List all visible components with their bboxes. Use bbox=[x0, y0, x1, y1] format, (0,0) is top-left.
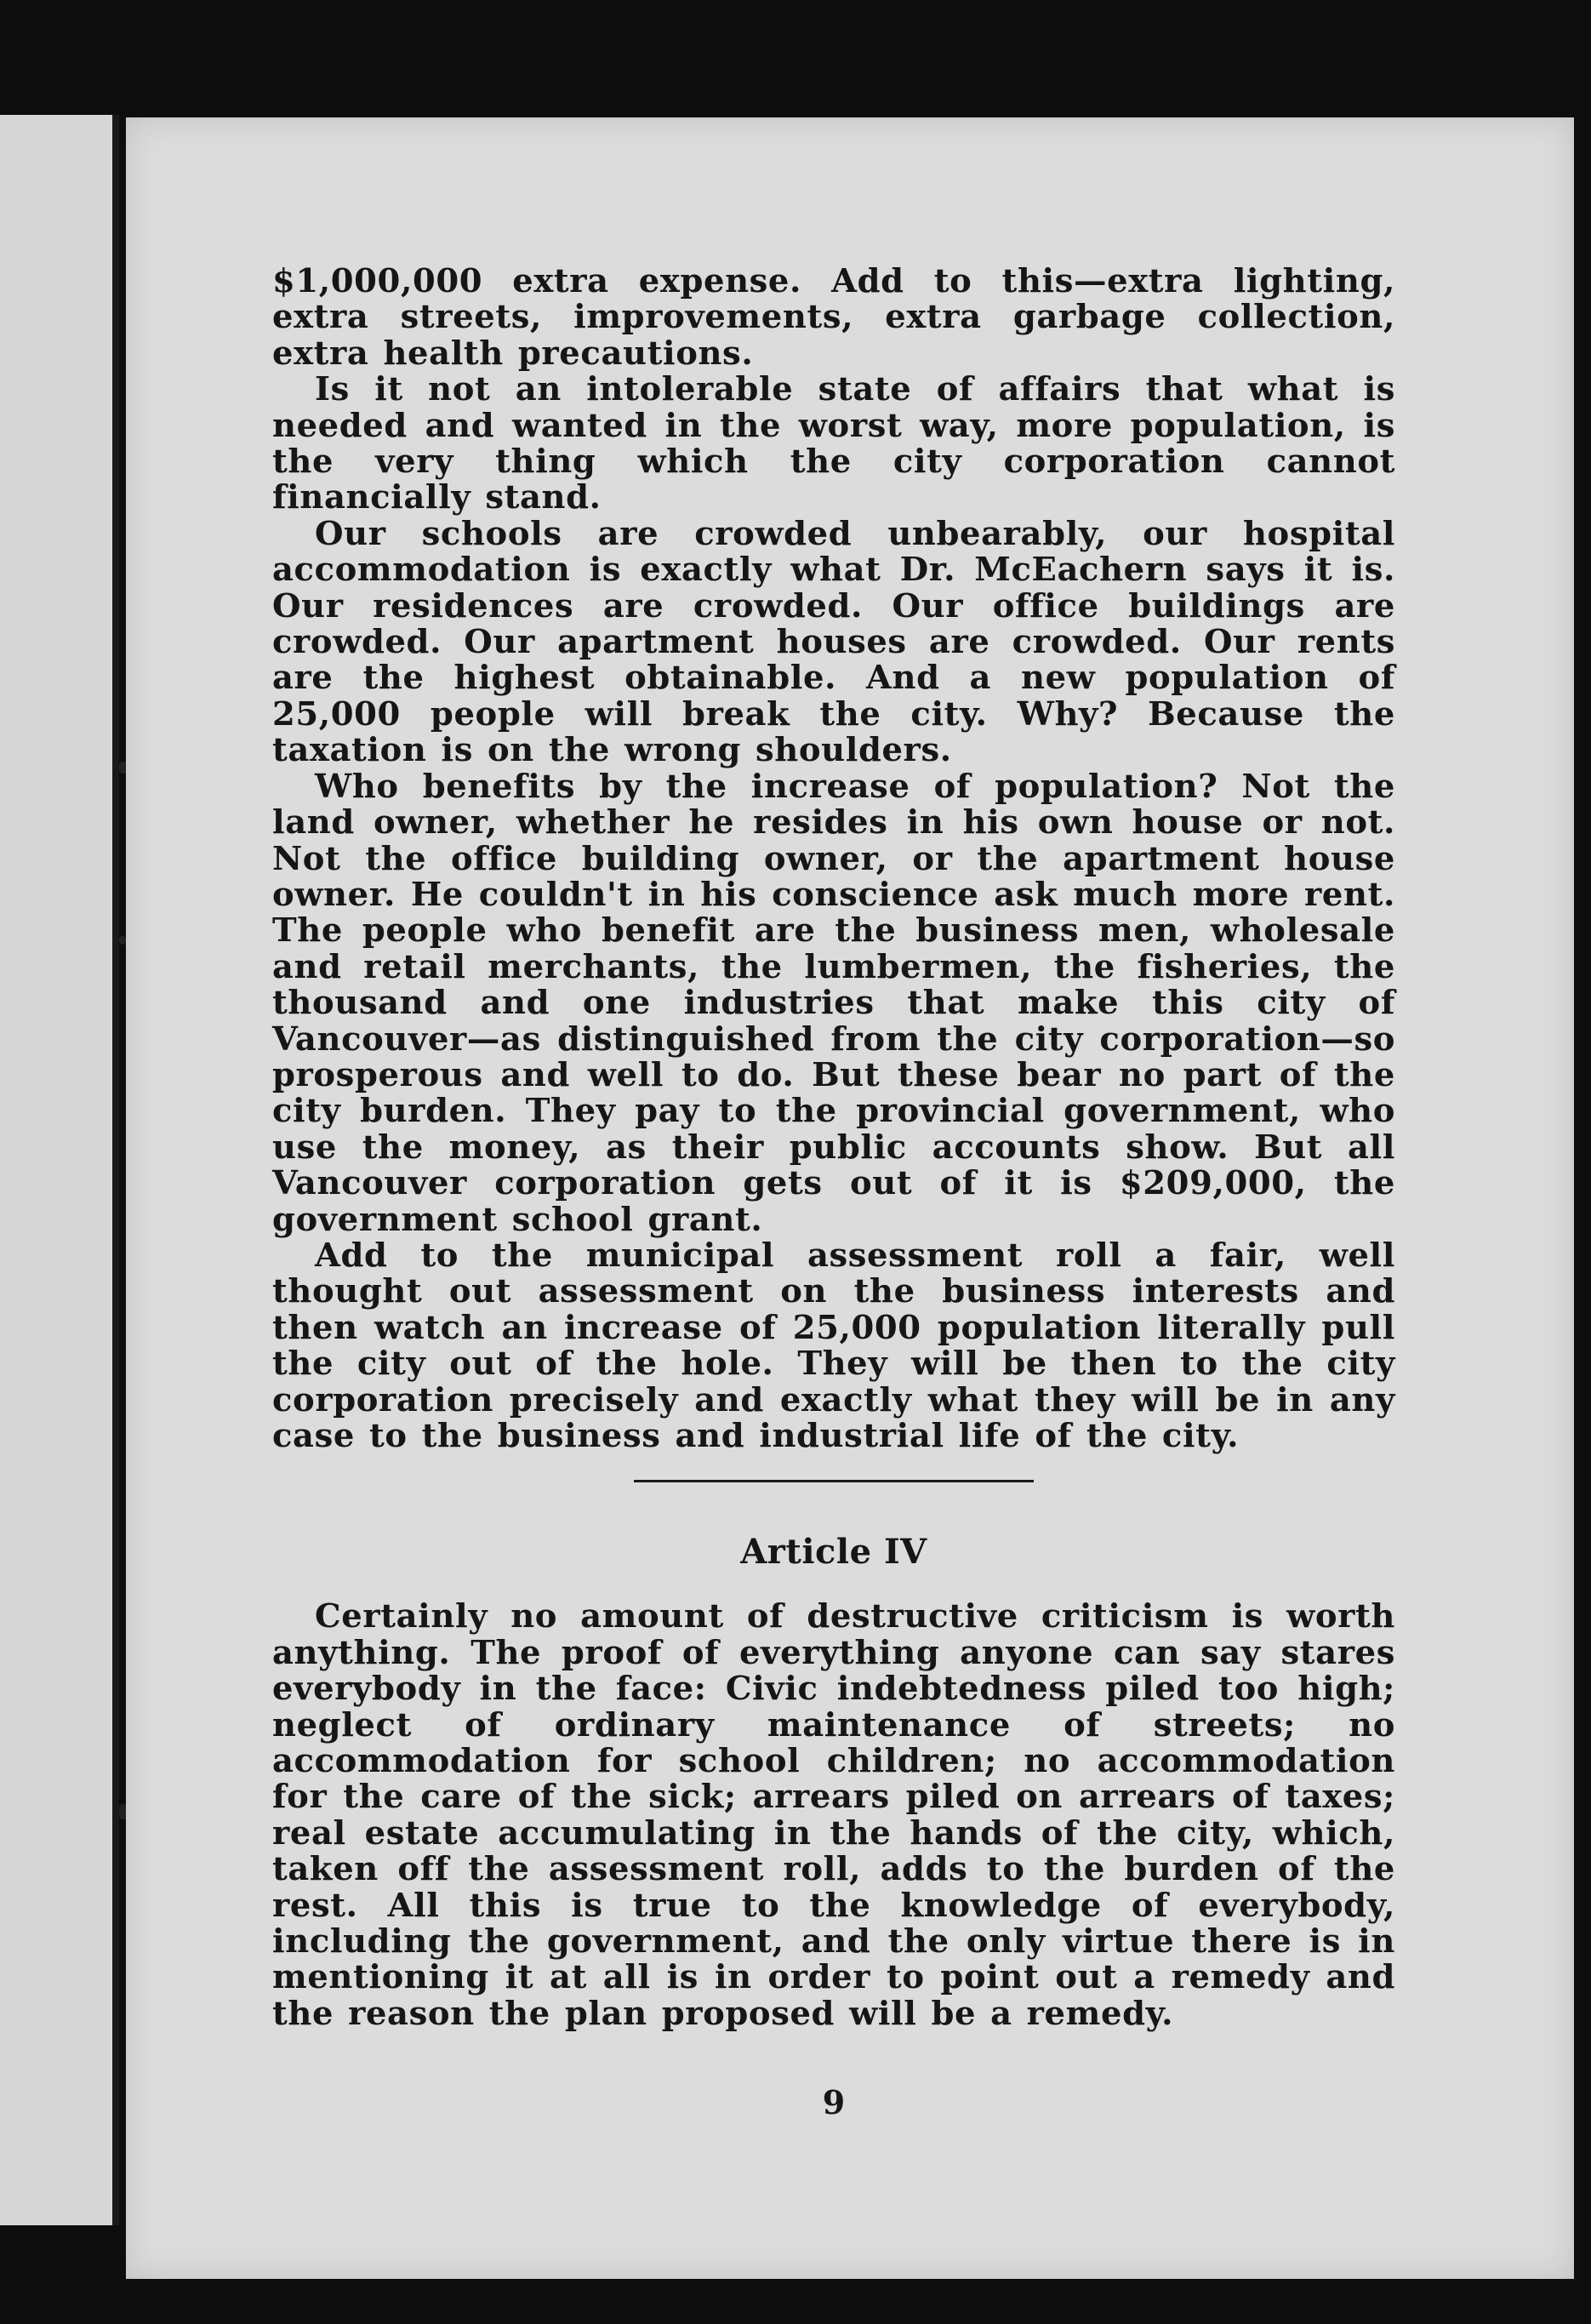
paragraph: Our schools are crowded unbearably, our hospital accommodation is exactly what Dr. McEachern says it is. Our residences are crowded. Our office buildings are crowded. Our apartment houses are crowded. Our rents are the highest obtainable. And a new population of 25,000 people will break the city. Why? Because the taxation is on the wrong shoulders. bbox=[272, 514, 1395, 770]
binding-mark bbox=[119, 936, 126, 945]
binding-gutter bbox=[112, 115, 119, 2225]
facing-page-edge bbox=[0, 115, 119, 2225]
section-heading: Article IV bbox=[740, 1532, 927, 1573]
paragraph: Add to the municipal assessment roll a fair, well thought out assessment on the business interests and then watch an increase of 25,000 population literally pull the city out of the hole. They will be then to the city corporation precisely and exactly what they will be in any case to the business and industrial life of the city. bbox=[272, 1236, 1395, 1455]
paragraph: Is it not an intolerable state of affairs that what is needed and wanted in the worst way, more population, is the very thing which the city corporation cannot financially stand. bbox=[272, 370, 1395, 517]
page-number: 9 bbox=[822, 2083, 846, 2122]
paragraph: $1,000,000 extra expense. Add to this—extra lighting, extra streets, improvements, extra garbage collection, extra health precautions. bbox=[272, 262, 1395, 373]
paragraph: Who benefits by the increase of population? Not the land owner, whether he resides in his own house or not. Not the office building owner, or the apartment house owner. He couldn't in his conscience ask much more rent. The people who benefit are the business men, wholesale and retail merchants, the lumbermen, the fisheries, the thousand and one industries that make this city of Vancouver—as distinguished from the city corporation—so prosperous and well to do. But these bear no part of the city burden. They pay to the provincial government, who use the money, as their public accounts show. But all Vancouver corporation gets out of it is $209,000, the government school grant. bbox=[272, 767, 1395, 1239]
page-content bbox=[272, 264, 1395, 2121]
paragraph: Certainly no amount of destructive criticism is worth anything. The proof of everything anyone can say stares everybody in the face: Civic indebtedness piled too high; neglect of ordinary maintenance of streets; no accommodation for school children; no accommodation for the care of the sick; arrears piled on arrears of taxes; real estate accumulating in the hands of the city, which, taken off the assessment roll, adds to the burden of the rest. All this is true to the knowledge of everybody, including the government, and the only virtue there is in mentioning it at all is in order to point out a remedy and the reason the plan proposed will be a remedy. bbox=[272, 1597, 1395, 2033]
section-divider bbox=[634, 1480, 1034, 1482]
